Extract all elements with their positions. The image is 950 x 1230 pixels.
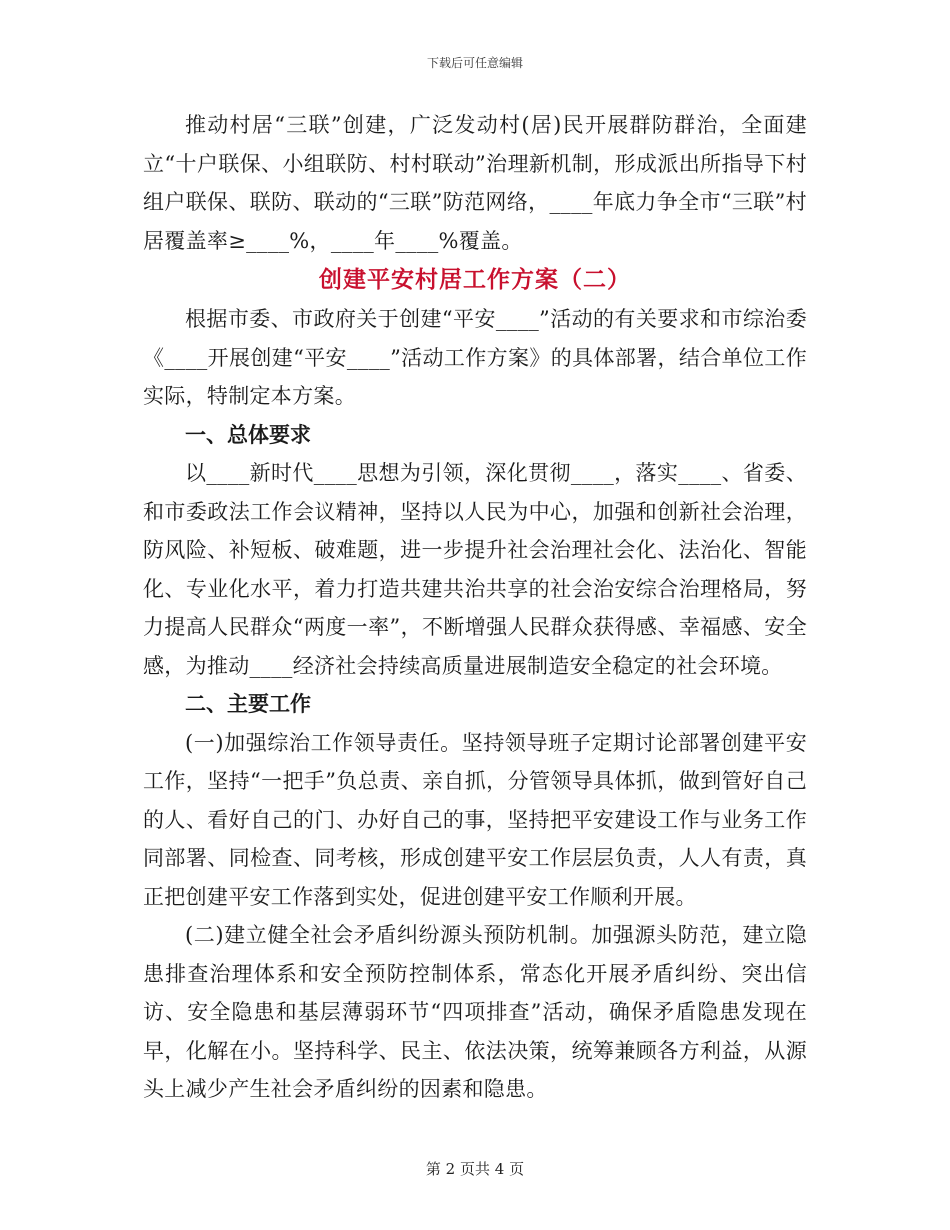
main-work-item-2: (二)建立健全社会矛盾纠纷源头预防机制。加强源头防范，建立隐患排查治理体系和安全预防控制体系，常态化开展矛盾纠纷、突出信访、安全隐患和基层薄弱环节“四项排查”活动，确保矛盾隐患发现在早，化解在小。坚持科学、民主、依法决策，统筹兼顾各方利益，从源头上减少产生社会矛盾纠纷的因素和隐患。: [143, 923, 807, 1101]
section-heading-overall-requirements: 一、总体要求: [185, 422, 311, 447]
lead-paragraph: 根据市委、市政府关于创建“平安____”活动的有关要求和市综治委《____开展创建“平安____”活动工作方案》的具体部署，结合单位工作实际，特制定本方案。: [143, 307, 807, 408]
document-body: [143, 106, 807, 1109]
overall-requirements-paragraph: 以____新时代____思想为引领，深化贯彻____，落实____、省委、和市委政法工作会议精神，坚持以人民为中心，加强和创新社会治理，防风险、补短板、破难题，进一步提升社会治理社会化、法治化、智能化、专业化水平，着力打造共建共治共享的社会治安综合治理格局，努力提高人民群众“两度一率”，不断增强人民群众获得感、幸福感、安全感，为推动____经济社会持续高质量进展制造安全稳定的社会环境。: [143, 461, 807, 678]
page-header-note: 下载后可任意编辑: [426, 56, 523, 70]
main-work-item-1: (一)加强综治工作领导责任。坚持领导班子定期讨论部署创建平安工作，坚持“一把手”负总责、亲自抓，分管领导具体抓，做到管好自己的人、看好自己的门、办好自己的事，坚持把平安建设工作与业务工作同部署、同检查、同考核，形成创建平安工作层层负责，人人有责，真正把创建平安工作落到实处，促进创建平安工作顺利开展。: [143, 730, 807, 909]
intro-paragraph: 推动村居“三联”创建，广泛发动村(居)民开展群防群治，全面建立“十户联保、小组联防、村村联动”治理新机制，形成派出所指导下村组户联保、联防、联动的“三联”防范网络，____年底力争全市“三联”村居覆盖率≥____%，____年____%覆盖。: [143, 113, 807, 253]
section-heading-main-work: 二、主要工作: [185, 692, 311, 716]
document-title: 创建平安村居工作方案（二）: [319, 266, 631, 293]
page-number-indicator: 第 2 页共 4 页: [425, 1160, 525, 1178]
